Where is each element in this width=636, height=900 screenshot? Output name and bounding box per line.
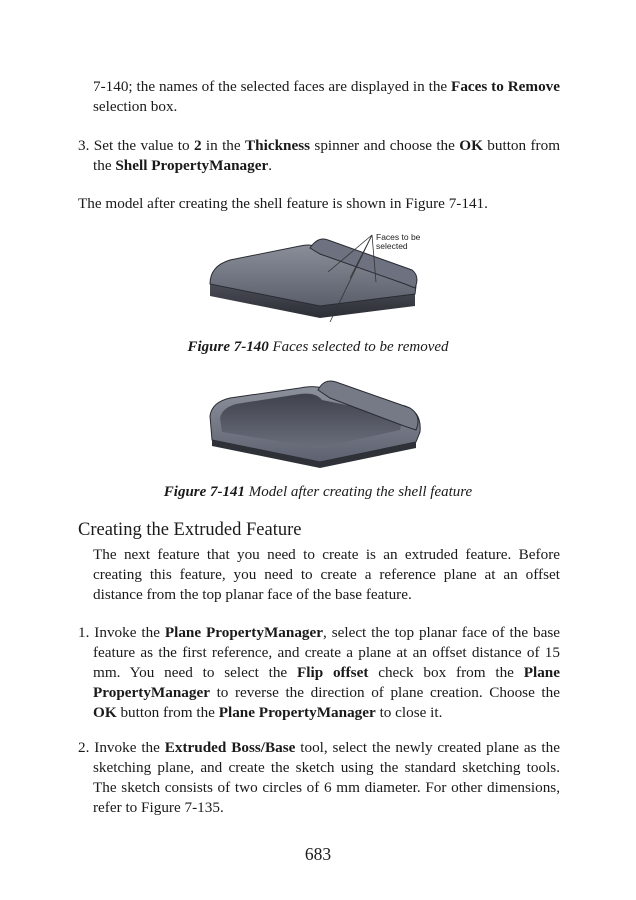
model-sentence: The model after creating the shell feature is shown in Figure 7-141. — [78, 195, 488, 212]
bold-term: Faces to Remove — [451, 78, 560, 95]
bold-term: Flip offset — [296, 664, 369, 681]
step-2-paragraph — [78, 738, 560, 818]
figure-7-141-caption — [0, 482, 636, 502]
bold-term: Plane PropertyManager — [93, 664, 560, 701]
bold-term: Plane PropertyManager — [164, 624, 323, 641]
figure-7-140-caption — [0, 337, 636, 357]
step-1-paragraph — [78, 623, 560, 723]
text-run: to reverse the direction of plane creation. Choose the — [209, 684, 560, 701]
text-run: . — [268, 157, 272, 174]
bold-term: OK — [459, 137, 483, 154]
text-run: button from the — [116, 704, 219, 721]
text-run: to close it. — [375, 704, 443, 721]
bold-term: Plane PropertyManager — [218, 704, 376, 721]
bold-term: Thickness — [245, 137, 311, 154]
text-run: 2. Invoke the — [78, 739, 165, 756]
text-run: spinner and choose the — [310, 137, 460, 154]
figure-label: Figure 7-141 — [163, 484, 246, 500]
bold-term: Extruded Boss/Base — [164, 739, 296, 756]
callout-label-line: selected — [376, 241, 408, 251]
text-run: check box from the — [368, 664, 524, 681]
figure-7-141-image — [200, 372, 440, 476]
section-heading: Creating the Extruded Feature — [78, 520, 302, 540]
callout-label-line: Faces to be — [376, 232, 421, 242]
continued-paragraph — [93, 77, 560, 117]
bold-term: Shell PropertyManager — [115, 157, 269, 174]
bold-term: 2 — [193, 137, 202, 154]
caption-text: Faces selected to be removed — [268, 339, 449, 355]
text-run: tool, select the newly created plane as the sketching plane, and create the sketch using the standard sketching tools. The sketch consists of two circles of 6 mm diameter. For other dimensions, refer to Figure 7-135. — [93, 739, 560, 816]
figure-7-140-image — [200, 226, 440, 334]
text-run: 7-140; the names of the selected faces are displayed in the — [93, 78, 452, 95]
figure-label: Figure 7-140 — [187, 339, 269, 355]
page-number: 683 — [304, 844, 332, 864]
text-run: in the — [201, 137, 246, 154]
text-run: 1. Invoke the — [78, 624, 165, 641]
text-run: button from the — [93, 137, 561, 174]
text-run: 3. Set the value to — [78, 137, 194, 154]
step-3-paragraph — [78, 136, 560, 176]
text-run: selection box. — [93, 98, 178, 115]
intro-paragraph: The next feature that you need to create is an extruded feature. Before creating this feature, you need to create a reference plane at an offset distance from the top planar face of the base feature. — [93, 546, 560, 603]
bold-term: OK — [93, 704, 117, 721]
text-run: , select the top planar face of the base feature as the first reference, and create a plane at an offset distance of 15 mm. You need to select the — [93, 624, 560, 681]
caption-text: Model after creating the shell feature — [245, 484, 473, 500]
callout-label — [376, 232, 423, 251]
